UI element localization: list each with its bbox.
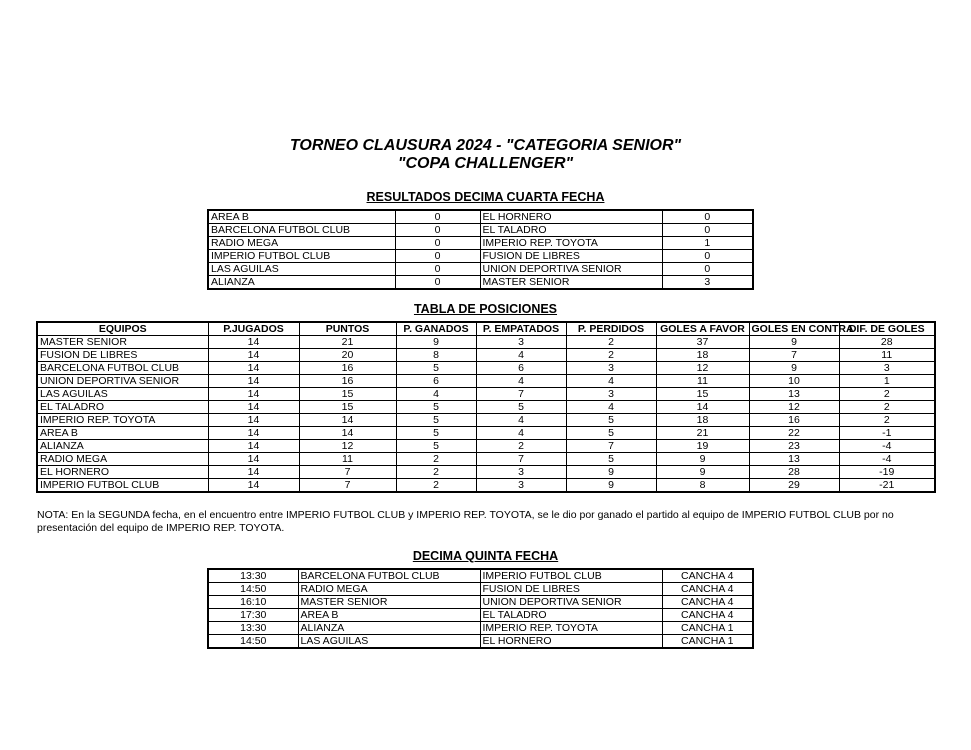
stat-cell: 9 xyxy=(566,479,656,493)
home-team: BARCELONA FUTBOL CLUB xyxy=(208,224,395,237)
away-team: EL TALADRO xyxy=(480,224,662,237)
home-team: IMPERIO FUTBOL CLUB xyxy=(208,250,395,263)
table-row xyxy=(208,596,753,609)
home-team: AREA B xyxy=(208,210,395,224)
team-name: EL TALADRO xyxy=(37,401,208,414)
stat-cell: -1 xyxy=(839,427,935,440)
stat-cell: 7 xyxy=(749,349,839,362)
away-team: FUSION DE LIBRES xyxy=(480,583,662,596)
stat-cell: 2 xyxy=(476,440,566,453)
column-header: P.JUGADOS xyxy=(208,322,299,336)
away-team: EL TALADRO xyxy=(480,609,662,622)
stat-cell: 6 xyxy=(476,362,566,375)
away-team: IMPERIO REP. TOYOTA xyxy=(480,237,662,250)
table-row xyxy=(37,440,935,453)
stat-cell: -21 xyxy=(839,479,935,493)
column-header: GOLES A FAVOR xyxy=(656,322,749,336)
home-team: LAS AGUILAS xyxy=(208,263,395,276)
home-team: LAS AGUILAS xyxy=(298,635,480,649)
home-team: RADIO MEGA xyxy=(208,237,395,250)
home-team: MASTER SENIOR xyxy=(298,596,480,609)
stat-cell: 21 xyxy=(299,336,396,349)
stat-cell: 9 xyxy=(396,336,476,349)
home-team: BARCELONA FUTBOL CLUB xyxy=(298,569,480,583)
stat-cell: 22 xyxy=(749,427,839,440)
stat-cell: 12 xyxy=(656,362,749,375)
stat-cell: 14 xyxy=(208,401,299,414)
stat-cell: 4 xyxy=(566,401,656,414)
standings-table xyxy=(36,321,936,493)
stat-cell: 3 xyxy=(476,479,566,493)
stat-cell: 2 xyxy=(839,401,935,414)
table-row xyxy=(208,237,753,250)
stat-cell: 2 xyxy=(396,466,476,479)
column-header: GOLES EN CONTRA xyxy=(749,322,839,336)
home-goals: 0 xyxy=(395,263,480,276)
home-team: ALIANZA xyxy=(298,622,480,635)
stat-cell: 5 xyxy=(566,453,656,466)
stat-cell: 28 xyxy=(839,336,935,349)
stat-cell: 6 xyxy=(396,375,476,388)
stat-cell: 5 xyxy=(396,414,476,427)
stat-cell: 2 xyxy=(396,453,476,466)
column-header: P. PERDIDOS xyxy=(566,322,656,336)
column-header: EQUIPOS xyxy=(37,322,208,336)
stat-cell: 12 xyxy=(749,401,839,414)
stat-cell: 9 xyxy=(749,362,839,375)
home-team: RADIO MEGA xyxy=(298,583,480,596)
table-row xyxy=(208,583,753,596)
court: CANCHA 4 xyxy=(662,583,753,596)
stat-cell: 2 xyxy=(566,336,656,349)
stat-cell: 13 xyxy=(749,453,839,466)
away-team: EL HORNERO xyxy=(480,210,662,224)
document-subtitle: "COPA CHALLENGER" xyxy=(397,155,574,172)
stat-cell: 14 xyxy=(208,375,299,388)
stat-cell: 3 xyxy=(476,336,566,349)
table-row xyxy=(208,210,753,224)
fixtures-table xyxy=(207,568,754,649)
team-name: IMPERIO REP. TOYOTA xyxy=(37,414,208,427)
stat-cell: 14 xyxy=(208,453,299,466)
stat-cell: 18 xyxy=(656,414,749,427)
stat-cell: 12 xyxy=(299,440,396,453)
home-team: ALIANZA xyxy=(208,276,395,290)
stat-cell: 16 xyxy=(299,362,396,375)
stat-cell: 5 xyxy=(396,427,476,440)
results-table xyxy=(207,209,754,290)
stat-cell: 28 xyxy=(749,466,839,479)
stat-cell: 2 xyxy=(396,479,476,493)
stat-cell: 15 xyxy=(656,388,749,401)
stat-cell: 14 xyxy=(208,336,299,349)
stat-cell: 2 xyxy=(839,388,935,401)
stat-cell: 1 xyxy=(839,375,935,388)
stat-cell: 21 xyxy=(656,427,749,440)
home-team: AREA B xyxy=(298,609,480,622)
table-row xyxy=(37,401,935,414)
stat-cell: 2 xyxy=(839,414,935,427)
stat-cell: 9 xyxy=(656,453,749,466)
court: CANCHA 1 xyxy=(662,635,753,649)
away-goals: 0 xyxy=(662,224,753,237)
stat-cell: 16 xyxy=(749,414,839,427)
match-time: 13:30 xyxy=(208,622,298,635)
table-row xyxy=(208,250,753,263)
stat-cell: 5 xyxy=(396,362,476,375)
stat-cell: 4 xyxy=(476,427,566,440)
stat-cell: 3 xyxy=(566,362,656,375)
stat-cell: 14 xyxy=(208,388,299,401)
team-name: LAS AGUILAS xyxy=(37,388,208,401)
team-name: AREA B xyxy=(37,427,208,440)
stat-cell: 5 xyxy=(396,440,476,453)
stat-cell: 4 xyxy=(476,375,566,388)
stat-cell: 13 xyxy=(749,388,839,401)
table-row xyxy=(208,569,753,583)
stat-cell: 14 xyxy=(208,349,299,362)
stat-cell: 4 xyxy=(566,375,656,388)
stat-cell: 14 xyxy=(208,362,299,375)
away-team: IMPERIO REP. TOYOTA xyxy=(480,622,662,635)
away-team: UNION DEPORTIVA SENIOR xyxy=(480,596,662,609)
stat-cell: 23 xyxy=(749,440,839,453)
court: CANCHA 4 xyxy=(662,609,753,622)
away-goals: 0 xyxy=(662,263,753,276)
away-team: UNION DEPORTIVA SENIOR xyxy=(480,263,662,276)
match-time: 17:30 xyxy=(208,609,298,622)
home-goals: 0 xyxy=(395,237,480,250)
stat-cell: -19 xyxy=(839,466,935,479)
stat-cell: 2 xyxy=(566,349,656,362)
stat-cell: 14 xyxy=(208,466,299,479)
stat-cell: 3 xyxy=(566,388,656,401)
table-row xyxy=(208,609,753,622)
stat-cell: 4 xyxy=(476,414,566,427)
column-header: P. EMPATADOS xyxy=(476,322,566,336)
team-name: FUSION DE LIBRES xyxy=(37,349,208,362)
table-row xyxy=(37,349,935,362)
match-time: 14:50 xyxy=(208,635,298,649)
stat-cell: 11 xyxy=(839,349,935,362)
home-goals: 0 xyxy=(395,250,480,263)
stat-cell: 14 xyxy=(208,427,299,440)
table-row xyxy=(208,635,753,649)
stat-cell: 7 xyxy=(566,440,656,453)
table-row xyxy=(37,362,935,375)
table-row xyxy=(37,388,935,401)
document-title: TORNEO CLAUSURA 2024 - "CATEGORIA SENIOR" xyxy=(289,137,682,154)
stat-cell: -4 xyxy=(839,440,935,453)
stat-cell: 7 xyxy=(476,453,566,466)
fixtures-heading: DECIMA QUINTA FECHA xyxy=(412,549,559,563)
stat-cell: 14 xyxy=(299,427,396,440)
table-row xyxy=(37,414,935,427)
stat-cell: 7 xyxy=(299,479,396,493)
match-time: 13:30 xyxy=(208,569,298,583)
home-goals: 0 xyxy=(395,210,480,224)
stat-cell: 4 xyxy=(396,388,476,401)
stat-cell: 3 xyxy=(476,466,566,479)
away-goals: 0 xyxy=(662,210,753,224)
stat-cell: 11 xyxy=(299,453,396,466)
stat-cell: 14 xyxy=(208,414,299,427)
team-name: BARCELONA FUTBOL CLUB xyxy=(37,362,208,375)
court: CANCHA 4 xyxy=(662,596,753,609)
stat-cell: 7 xyxy=(299,466,396,479)
home-goals: 0 xyxy=(395,276,480,290)
away-goals: 0 xyxy=(662,250,753,263)
stat-cell: 37 xyxy=(656,336,749,349)
column-header: P. GANADOS xyxy=(396,322,476,336)
table-row xyxy=(208,622,753,635)
stat-cell: 3 xyxy=(839,362,935,375)
standings-heading: TABLA DE POSICIONES xyxy=(413,302,558,316)
stat-cell: -4 xyxy=(839,453,935,466)
stat-cell: 11 xyxy=(656,375,749,388)
team-name: UNION DEPORTIVA SENIOR xyxy=(37,375,208,388)
stat-cell: 15 xyxy=(299,388,396,401)
stat-cell: 9 xyxy=(749,336,839,349)
column-header: PUNTOS xyxy=(299,322,396,336)
table-row xyxy=(208,263,753,276)
stat-cell: 16 xyxy=(299,375,396,388)
stat-cell: 9 xyxy=(566,466,656,479)
table-row xyxy=(37,427,935,440)
stat-cell: 8 xyxy=(396,349,476,362)
results-heading: RESULTADOS DECIMA CUARTA FECHA xyxy=(366,190,605,204)
away-team: IMPERIO FUTBOL CLUB xyxy=(480,569,662,583)
note-text: NOTA: En la SEGUNDA fecha, en el encuentro entre IMPERIO FUTBOL CLUB y IMPERIO REP. TOYOTA, se le dio por ganado el partido al equipo de IMPERIO FUTBOL CLUB por no presentación del equipo de IMPERIO REP. TOYOTA. xyxy=(37,509,894,534)
table-row xyxy=(37,336,935,349)
stat-cell: 14 xyxy=(208,440,299,453)
table-header-row xyxy=(37,322,935,336)
stat-cell: 5 xyxy=(396,401,476,414)
court: CANCHA 1 xyxy=(662,622,753,635)
table-row xyxy=(208,224,753,237)
stat-cell: 14 xyxy=(208,479,299,493)
stat-cell: 18 xyxy=(656,349,749,362)
team-name: EL HORNERO xyxy=(37,466,208,479)
table-row xyxy=(37,466,935,479)
team-name: RADIO MEGA xyxy=(37,453,208,466)
court: CANCHA 4 xyxy=(662,569,753,583)
away-team: EL HORNERO xyxy=(480,635,662,649)
stat-cell: 9 xyxy=(656,466,749,479)
stat-cell: 10 xyxy=(749,375,839,388)
stat-cell: 14 xyxy=(299,414,396,427)
stat-cell: 8 xyxy=(656,479,749,493)
stat-cell: 5 xyxy=(476,401,566,414)
away-goals: 3 xyxy=(662,276,753,290)
stat-cell: 5 xyxy=(566,427,656,440)
stat-cell: 4 xyxy=(476,349,566,362)
column-header: DIF. DE GOLES xyxy=(839,322,935,336)
home-goals: 0 xyxy=(395,224,480,237)
stat-cell: 15 xyxy=(299,401,396,414)
stat-cell: 29 xyxy=(749,479,839,493)
stat-cell: 14 xyxy=(656,401,749,414)
match-time: 14:50 xyxy=(208,583,298,596)
away-team: FUSION DE LIBRES xyxy=(480,250,662,263)
table-row xyxy=(37,453,935,466)
table-row xyxy=(37,479,935,493)
stat-cell: 5 xyxy=(566,414,656,427)
away-goals: 1 xyxy=(662,237,753,250)
stat-cell: 7 xyxy=(476,388,566,401)
stat-cell: 19 xyxy=(656,440,749,453)
stat-cell: 20 xyxy=(299,349,396,362)
table-row xyxy=(208,276,753,290)
team-name: ALIANZA xyxy=(37,440,208,453)
match-time: 16:10 xyxy=(208,596,298,609)
team-name: MASTER SENIOR xyxy=(37,336,208,349)
table-row xyxy=(37,375,935,388)
away-team: MASTER SENIOR xyxy=(480,276,662,290)
team-name: IMPERIO FUTBOL CLUB xyxy=(37,479,208,493)
